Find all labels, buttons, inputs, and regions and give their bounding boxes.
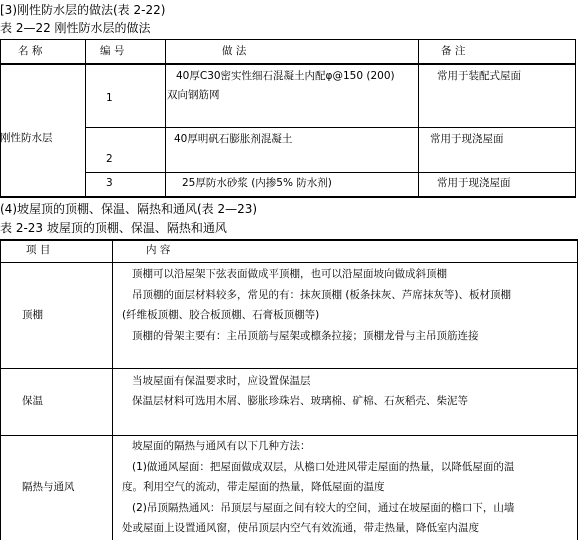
col-header-number: 编 号 [100, 45, 125, 57]
method-text: 40厚C30密实性细石混凝土内配φ@150 (200) [176, 70, 395, 82]
col-header-note: 备 注 [441, 45, 466, 57]
content-line: 顶棚的骨架主要有：主吊顶筋与屋架或檩条拉接；顶棚龙骨与主吊顶筋连接 [132, 330, 479, 342]
content-line: 吊顶棚的面层材料较多，常见的有：抹灰顶棚 (板条抹灰、芦席抹灰等)、板材顶棚 [132, 289, 512, 301]
content-line: (1)做通风屋面：把屋面做成双层，从檐口处进风带走屋面的热量，以降低屋面的温 [132, 461, 515, 473]
col-header-method: 做 法 [222, 45, 247, 57]
content-line: 顶棚可以沿屋架下弦表面做成平顶棚，也可以沿屋面坡向做成斜顶棚 [132, 268, 447, 280]
method-text: 双向钢筋网 [167, 89, 220, 101]
method-text: 25厚防水砂浆 (内掺5% 防水剂) [182, 177, 332, 189]
note-text: 常用于现浇屋面 [437, 177, 511, 189]
content-line: 坡屋面的隔热与通风有以下几种方法： [132, 440, 311, 452]
method-text: 40厚明矾石膨胀剂混凝土 [174, 133, 293, 145]
col-header-name: 名 称 [18, 45, 43, 57]
content-line: (2)吊顶隔热通风：吊顶层与屋面之间有较大的空间，通过在坡屋面的檐口下，山墙 [132, 502, 515, 514]
content-line: (纤维板顶棚、胶合板顶棚、石膏板顶棚等) [122, 309, 320, 321]
section-heading-pitched-roof: (4)坡屋顶的顶棚、保温、隔热和通风(表 2—23) [0, 202, 258, 216]
note-text: 常用于现浇屋面 [430, 133, 504, 145]
content-line: 保温层材料可选用木屑、膨胀珍珠岩、玻璃棉、矿棉、石灰稻壳、柴泥等 [132, 395, 468, 407]
content-line: 当坡屋面有保温要求时，应设置保温层 [132, 375, 311, 387]
item-label-heat-ventilation: 隔热与通风 [22, 481, 75, 493]
col-header-item: 项 目 [26, 244, 51, 256]
table-2-22-caption: 表 2—22 刚性防水层的做法 [0, 21, 151, 35]
col-header-content: 内 容 [146, 244, 171, 256]
table-2-23-caption: 表 2-23 坡屋顶的顶棚、保温、隔热和通风 [0, 221, 227, 235]
row-number: 1 [106, 92, 113, 104]
content-line: 度。利用空气的流动，带走屋面的热量，降低屋面的温度 [122, 481, 385, 493]
row-number: 3 [106, 177, 113, 189]
content-line: 处或屋面上设置通风窗，使吊顶层内空气有效流通，带走热量，降低室内温度 [122, 522, 479, 534]
item-label-insulation: 保温 [22, 395, 43, 407]
note-text: 常用于装配式屋面 [437, 70, 521, 82]
group-name-cell: 刚性防水层 [0, 132, 53, 144]
item-label-ceiling: 顶棚 [22, 309, 43, 321]
section-heading-rigid-waterproof: [3)刚性防水层的做法(表 2-22) [0, 3, 166, 17]
row-number: 2 [106, 153, 113, 165]
